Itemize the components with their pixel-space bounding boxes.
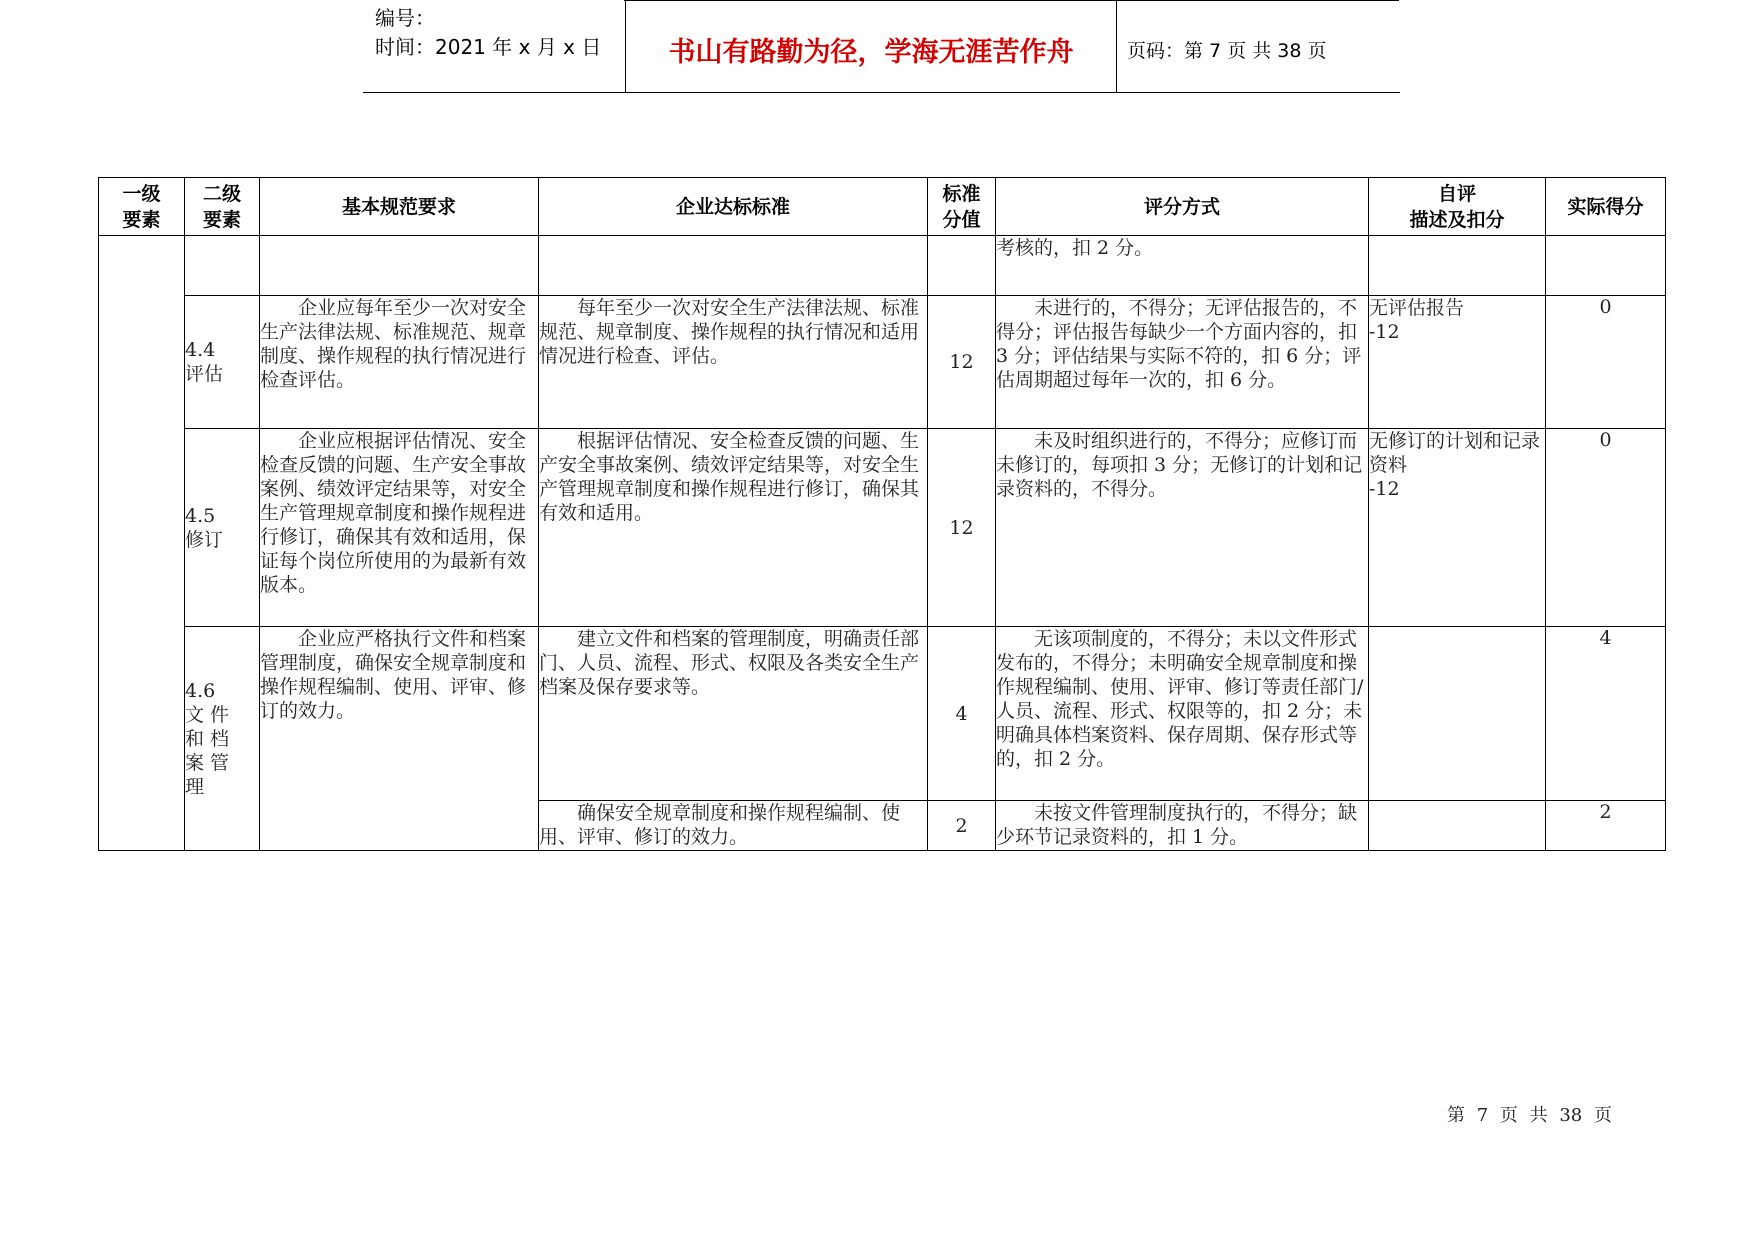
- header-middle-cell: [625, 0, 1117, 92]
- header-left-cell: [363, 0, 625, 92]
- self-eval-deduction: -12: [1369, 478, 1400, 500]
- col-header-self-eval-line1: 自评: [1437, 182, 1476, 205]
- scoring-cell: [996, 236, 1369, 296]
- col-header-score-line2: 分值: [942, 208, 981, 231]
- col-header-level2-line2: 要素: [202, 208, 241, 231]
- standard-cell: 建立文件和档案的管理制度，明确责任部门、人员、流程、形式、权限及各类安全生产档案及保存要求等。: [539, 627, 928, 801]
- score-cell: 4: [928, 627, 996, 801]
- scoring-cell: 无该项制度的，不得分；未以文件形式发布的，不得分；未明确安全规章制度和操作规程编制、使用、评审、修订等责任部门/人员、流程、形式、权限等的，扣 2 分；未明确具体档案资料、保存周期、保存形式等的，扣 2 分。: [996, 627, 1369, 801]
- actual-cell: 0: [1546, 429, 1666, 627]
- date-line: 时间：2021 年 x 月 x 日: [375, 35, 602, 59]
- level1-cell: [99, 236, 185, 851]
- scoring-text: 考核的，扣 2 分。: [996, 237, 1154, 259]
- col-header-self-eval: [1369, 178, 1546, 236]
- self-eval-cell: [1369, 801, 1546, 851]
- table-header-row: [99, 178, 1666, 236]
- actual-cell: 0: [1546, 296, 1666, 429]
- section-code: 4.4: [185, 339, 216, 361]
- section-name: 修订: [185, 528, 224, 551]
- page-footer: 第 7 页 共 38 页: [1447, 1105, 1612, 1126]
- col-header-level1-line1: 一级: [122, 182, 161, 205]
- col-header-level1: [99, 178, 185, 236]
- scoring-cell: 未按文件管理制度执行的，不得分；缺少环节记录资料的，扣 1 分。: [996, 801, 1369, 851]
- score-cell: 12: [928, 296, 996, 429]
- serial-label: 编号：: [375, 6, 435, 30]
- section-code: 4.6: [185, 679, 216, 702]
- section-cell: [185, 627, 260, 851]
- self-eval-cell: [1369, 296, 1546, 429]
- page-header: [363, 0, 1400, 93]
- table-row: [99, 429, 1666, 627]
- scoring-cell: 未及时组织进行的，不得分；应修订而未修订的，每项扣 3 分；无修订的计划和记录资料的，不得分。: [996, 429, 1369, 627]
- standard-cell: 确保安全规章制度和操作规程编制、使用、评审、修订的效力。: [539, 801, 928, 851]
- self-eval-cell: [1369, 627, 1546, 801]
- table-row: [99, 236, 1666, 296]
- col-header-score-line1: 标准: [942, 182, 981, 205]
- col-header-actual: 实际得分: [1546, 178, 1666, 236]
- table-row: [99, 627, 1666, 801]
- col-header-scoring: 评分方式: [996, 178, 1369, 236]
- header-right-cell: [1115, 0, 1400, 92]
- score-cell: 2: [928, 801, 996, 851]
- header-page-info: 页码：第 7 页 共 38 页: [1127, 40, 1327, 62]
- requirement-cell: [260, 236, 539, 296]
- scoring-cell: 未进行的，不得分；无评估报告的，不得分；评估报告每缺少一个方面内容的，扣 3 分；评估结果与实际不符的，扣 6 分；评估周期超过每年一次的，扣 6 分。: [996, 296, 1369, 429]
- self-eval-text: 无修订的计划和记录资料: [1369, 430, 1541, 476]
- requirement-cell: 企业应严格执行文件和档案管理制度，确保安全规章制度和操作规程编制、使用、评审、修订的效力。: [260, 627, 539, 851]
- section-cell: [185, 429, 260, 627]
- header-motto: 书山有路勤为径，学海无涯苦作舟: [668, 37, 1074, 68]
- self-eval-text: 无评估报告: [1369, 297, 1465, 319]
- requirement-cell: 企业应每年至少一次对安全生产法律法规、标准规范、规章制度、操作规程的执行情况进行检查评估。: [260, 296, 539, 429]
- section-code: 4.5: [185, 504, 216, 527]
- standard-cell: 每年至少一次对安全生产法律法规、标准规范、规章制度、操作规程的执行情况和适用情况进行检查、评估。: [539, 296, 928, 429]
- score-cell: [928, 236, 996, 296]
- col-header-level1-line2: 要素: [122, 208, 161, 231]
- evaluation-table: [98, 177, 1666, 851]
- requirement-cell: 企业应根据评估情况、安全检查反馈的问题、生产安全事故案例、绩效评定结果等，对安全生产管理规章制度和操作规程进行修订，确保其有效和适用，保证每个岗位所使用的为最新有效版本。: [260, 429, 539, 627]
- col-header-level2-line1: 二级: [202, 182, 241, 205]
- section-cell: [185, 296, 260, 429]
- col-header-score: [928, 178, 996, 236]
- section-name: 文件和档案管理: [185, 703, 236, 798]
- actual-cell: 4: [1546, 627, 1666, 801]
- col-header-self-eval-line2: 描述及扣分: [1409, 208, 1505, 231]
- actual-cell: [1546, 236, 1666, 296]
- level2-cell: [185, 236, 260, 296]
- table-row: [99, 296, 1666, 429]
- self-eval-deduction: -12: [1369, 321, 1400, 343]
- col-header-requirement: 基本规范要求: [260, 178, 539, 236]
- actual-cell: 2: [1546, 801, 1666, 851]
- self-eval-cell: [1369, 429, 1546, 627]
- standard-cell: 根据评估情况、安全检查反馈的问题、生产安全事故案例、绩效评定结果等，对安全生产管理规章制度和操作规程进行修订，确保其有效和适用。: [539, 429, 928, 627]
- col-header-level2: [185, 178, 260, 236]
- score-cell: 12: [928, 429, 996, 627]
- self-eval-cell: [1369, 236, 1546, 296]
- standard-cell: [539, 236, 928, 296]
- section-name: 评估: [185, 363, 224, 385]
- col-header-standard: 企业达标标准: [539, 178, 928, 236]
